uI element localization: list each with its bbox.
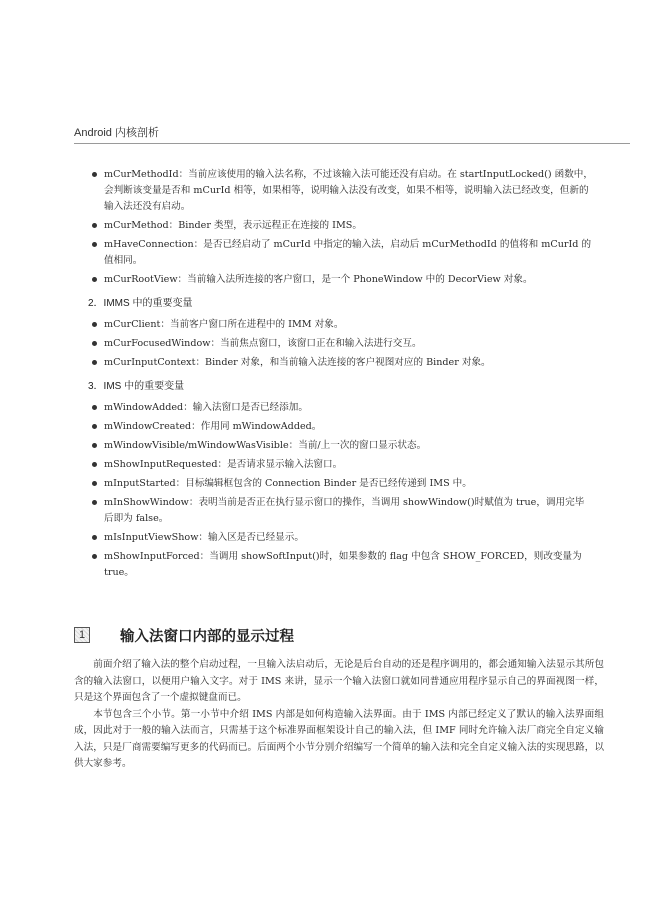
list-item: mInShowWindow：表明当前是否正在执行显示窗口的操作，当调用 showWindow()时赋值为 true，调用完毕后即为 false。 [88, 495, 593, 527]
list-item: mInputStarted：目标编辑框包含的 Connection Binder 是否已经传递到 IMS 中。 [88, 476, 593, 492]
list-item: mShowInputRequested：是否请求显示输入法窗口。 [88, 457, 593, 473]
subheading-ims: 3．IMS 中的重要变量 [88, 381, 185, 392]
list-item: mWindowVisible/mWindowWasVisible：当前/上一次的窗口显示状态。 [88, 438, 593, 454]
section-heading [74, 625, 630, 645]
variable-list-1 [88, 167, 593, 288]
body-paragraphs [74, 657, 604, 773]
paragraph: 本节包含三个小节。第一小节中介绍 IMS 内部是如何构造输入法界面。由于 IMS 内部已经定义了默认的输入法界面组成，因此对于一般的输入法而言，只需基于这个标准界面框架设计自己的输入法，但 IMF 同时允许输入法厂商完全自定义输入法，只是厂商需要编写更多的代码而已。后面两个小节分别介绍编写一个简单的输入法和完全自定义输入法的实现思路，以供大家参考。 [74, 708, 604, 769]
paragraph: 前面介绍了输入法的整个启动过程，一旦输入法启动后，无论是后台自动的还是程序调用的，都会通知输入法显示其所包含的输入法窗口，以便用户输入文字。对于 IMS 来讲，显示一个输入法窗口就如同普通应用程序显示自己的界面视图一样，只是这个界面包含了一个虚拟键盘而已。 [74, 659, 604, 703]
section-title: 输入法窗口内部的显示过程 [120, 628, 294, 645]
list-item: mCurMethod：Binder 类型，表示远程正在连接的 IMS。 [88, 218, 593, 234]
list-item: mCurClient：当前客户窗口所在进程中的 IMM 对象。 [88, 317, 593, 333]
variable-list-2 [88, 317, 593, 371]
list-item: mWindowCreated：作用同 mWindowAdded。 [88, 419, 593, 435]
list-item: mWindowAdded：输入法窗口是否已经添加。 [88, 400, 593, 416]
subheading-imms: 2．IMMS 中的重要变量 [88, 298, 193, 309]
list-item: mCurInputContext：Binder 对象，和当前输入法连接的客户视图对应的 Binder 对象。 [88, 355, 593, 371]
list-item: mShowInputForced：当调用 showSoftInput()时，如果参数的 flag 中包含 SHOW_FORCED，则改变量为 true。 [88, 549, 593, 581]
main-content [88, 167, 593, 584]
list-item: mCurFocusedWindow：当前焦点窗口，该窗口正在和输入法进行交互。 [88, 336, 593, 352]
book-title: Android 内核剖析 [74, 127, 159, 139]
variable-list-3 [88, 400, 593, 581]
list-item: mIsInputViewShow：输入区是否已经显示。 [88, 530, 593, 546]
section-number-badge: 1 [74, 627, 90, 643]
running-header [74, 124, 630, 144]
list-item: mHaveConnection：是否已经启动了 mCurId 中指定的输入法，启动后 mCurMethodId 的值将和 mCurId 的值相同。 [88, 237, 593, 269]
list-item: mCurRootView：当前输入法所连接的客户窗口，是一个 PhoneWindow 中的 DecorView 对象。 [88, 272, 593, 288]
list-item: mCurMethodId：当前应该使用的输入法名称，不过该输入法可能还没有启动。在 startInputLocked() 函数中，会判断该变量是否和 mCurId 相等，如果相等，说明输入法没有改变，如果不相等，说明输入法已经改变，但新的输入法还没有启动。 [88, 167, 593, 215]
